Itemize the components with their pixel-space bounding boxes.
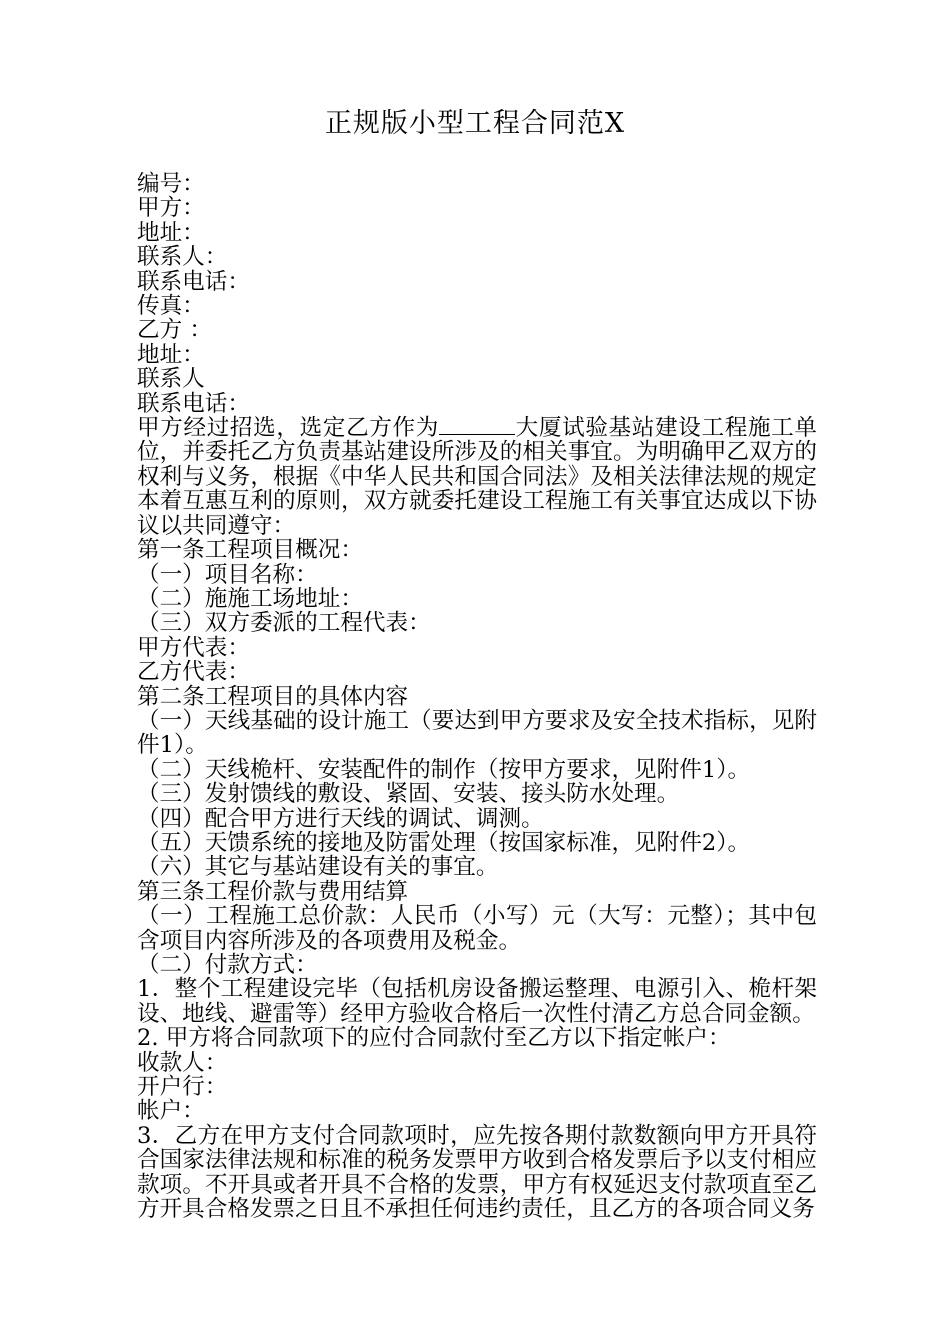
- article-1-item-3: （三）双方委派的工程代表：: [137, 610, 431, 637]
- article-3-price: （一）工程施工总价款：人民币（小写）元（大写：元整）；其中包含项目内容所涉及的各项费用及税金。: [137, 903, 817, 954]
- bank-line: 开户行：: [137, 1074, 228, 1101]
- party-a-phone-line: 联系电话：: [137, 268, 250, 295]
- article-2-item-5: （五）天馈系统的接地及防雷处理（按国家标准，见附件2）。: [137, 829, 751, 856]
- article-2-item-4: （四）配合甲方进行天线的调试、调测。: [137, 805, 544, 832]
- payment-clause-2: 2. 甲方将合同款项下的应付合同款付至乙方以下指定帐户：: [137, 1025, 731, 1052]
- article-2-item-1: （一）天线基础的设计施工（要达到甲方要求及安全技术指标，见附件1）。: [137, 707, 817, 759]
- article-1-heading: 第一条工程项目概况：: [137, 537, 363, 564]
- article-3-heading: 第三条工程价款与费用结算: [137, 878, 409, 905]
- payment-clause-3: 3．乙方在甲方支付合同款项时，应先按各期付款数额向甲方开具符合国家法律法规和标准的税务发票甲方收到合格发票后予以支付相应款项。不开具或者开具不合格的发票，甲方有权延迟支付款项直至乙方开具合格发票之日且不承担任何违约责任，且乙方的各项合同义务: [137, 1122, 817, 1223]
- party-a-address-line: 地址：: [137, 219, 205, 246]
- party-a-line: 甲方：: [137, 195, 205, 222]
- article-2-item-2: （二）天线桅杆、安装配件的制作（按甲方要求，见附件1）。: [137, 756, 751, 783]
- party-b-representative: 乙方代表：: [137, 659, 250, 686]
- party-b-contact-line: 联系人: [137, 366, 205, 393]
- party-b-phone-line: 联系电话：: [137, 390, 250, 417]
- article-1-item-1: （一）项目名称：: [137, 561, 318, 588]
- contract-number-line: 编号：: [137, 171, 205, 197]
- party-a-fax-line: 传真：: [137, 293, 205, 320]
- intro-text-start: 甲方经过招选，选定乙方作为: [137, 415, 439, 442]
- blank-underline: [439, 416, 515, 435]
- payment-clause-1: 1．整个工程建设完毕（包括机房设备搬运整理、电源引入、桅杆架设、地线、避雷等）经甲方验收合格后一次性付清乙方总合同金额。: [137, 976, 817, 1027]
- intro-text-rest: 大厦试验基站建设工程施工单位，并委托乙方负责基站建设所涉及的相关事宜。为明确甲乙双方的权利与义务，根据《中华人民共和国合同法》及相关法律法规的规定本着互惠互利的原则，双方就委托建设工程施工有关事宜达成以下协议以共同遵守：: [137, 415, 817, 539]
- party-a-representative: 甲方代表：: [137, 634, 250, 661]
- payee-line: 收款人：: [137, 1049, 228, 1076]
- payment-method-heading: （二）付款方式：: [137, 952, 318, 978]
- document-title: 正规版小型工程合同范X: [324, 108, 626, 139]
- party-b-address-line: 地址：: [137, 341, 205, 368]
- party-b-line: 乙方 ：: [137, 317, 212, 344]
- account-line: 帐户：: [137, 1098, 205, 1125]
- article-1-item-2: （二）施施工场地址：: [137, 585, 363, 612]
- article-2-item-3: （三）发射馈线的敷设、紧固、安装、接头防水处理。: [137, 781, 680, 808]
- document-body: [137, 172, 817, 1221]
- article-2-item-6: （六）其它与基站建设有关的事宜。: [137, 854, 499, 881]
- article-2-heading: 第二条工程项目的具体内容: [137, 683, 409, 710]
- intro-paragraph: [137, 416, 817, 538]
- party-a-contact-line: 联系人：: [137, 244, 228, 271]
